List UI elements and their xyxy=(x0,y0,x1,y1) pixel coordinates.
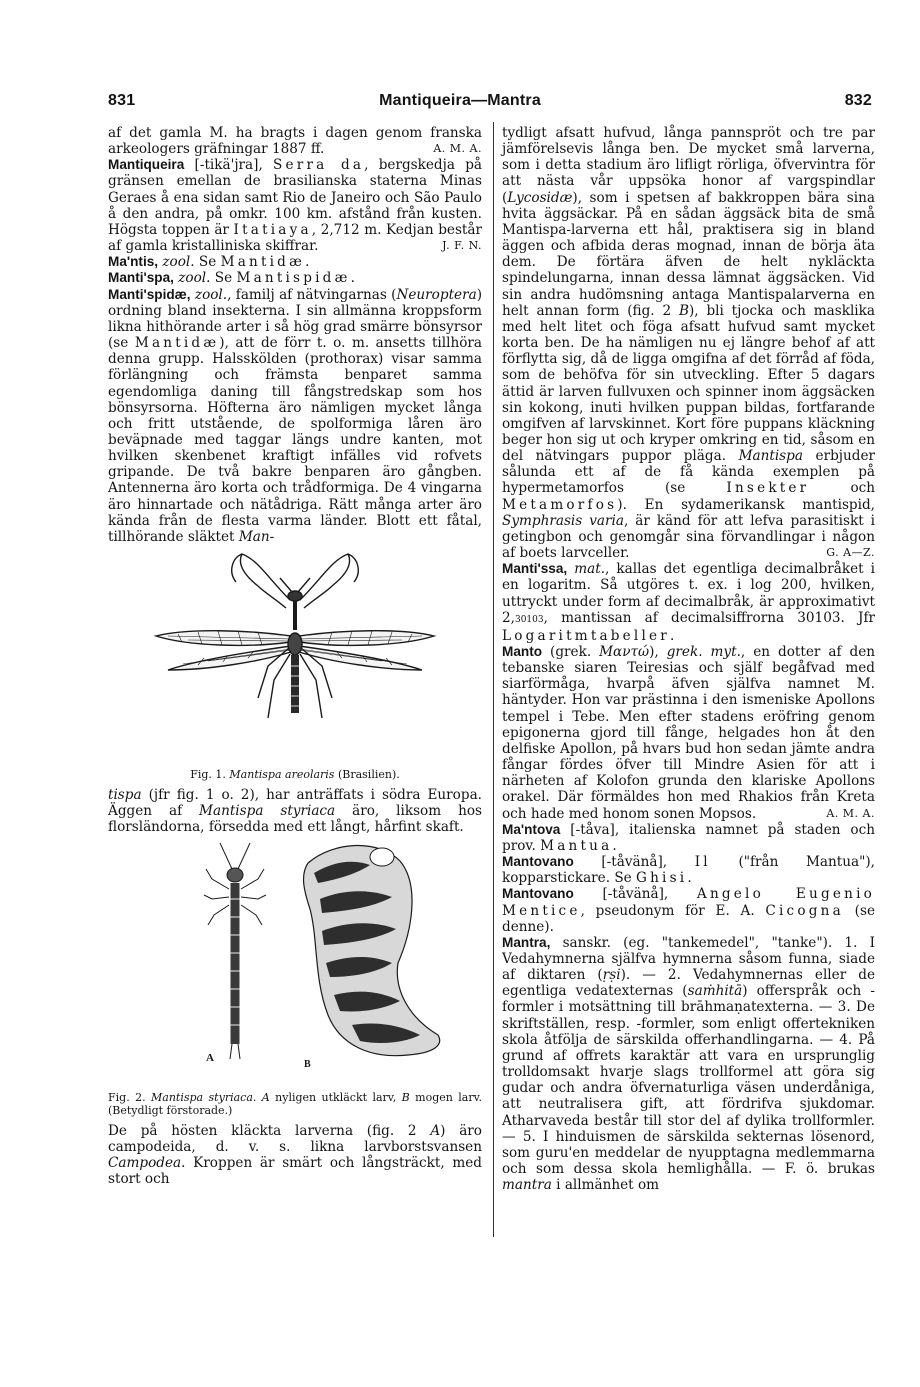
headword: Manto xyxy=(502,644,543,659)
headword: Mantiqueira xyxy=(108,157,185,173)
signature: A. M. A. xyxy=(826,806,875,820)
column-rule xyxy=(493,122,494,1237)
entry-mantispidae: Manti'spidæ, zool., familj af nätvingarnas (Neuroptera) ordning bland insekterna. I sin allmänna kroppsform likna hithörande arter i så hög grad smärre bönsyrsor (se Mantidæ), att de förr t. o. m. ansetts tillhöra denna grupp. Halsskölden (prothorax) visar samma förlängning och främsta benparet samma egendomliga daning till fångstredskap som hos bönsyrsorna. Höfterna äro nämligen mycket långa och fritt utstående, de spolformiga låren äro beväpnade med taggar längs undre kanten, mot hvilken skenbenet kraftigt infälles vid rofvets gripande. De två bakre benparen äro gångben. Antennerna äro korta och trådformiga. De 4 vingarna äro hinnartade och nätådriga. Rätt många arter äro kända från de flesta varma länder. Blott ett fåtal, tillhörande släktet Man- xyxy=(108,286,482,545)
headword: Manti'spa, xyxy=(108,270,174,286)
left-column xyxy=(108,125,482,1187)
figure-2-label-b: B xyxy=(304,1058,311,1070)
entry-mantiqueira: Mantiqueira [-tikä'jra], Serra da, bergskedja på gränsen emellan de brasilianska staterna Minas Geraes å ena sidan samt Rio de Janeiro och São Paulo å den andra, på omkr. 100 km. afstånd från kusten. Högsta toppen är Itatiaya, 2,712 m. Kedjan består af gamla kristalliniska skiffrar. J. F. N. xyxy=(108,157,483,255)
page-number-right: 832 xyxy=(844,92,872,109)
entry-mantissa: Manti'ssa, mat., kallas det egentliga decimalbråket i en logaritm. Så utgöres t. ex. i log 200, hvilken, uttryckt under form af decimalbråk, är approximativt 2,30103, mantissan af decimalsiffrorna 30103. Jfr Logaritmtabeller. xyxy=(502,561,875,644)
headword: Manti'spidæ, xyxy=(108,286,191,302)
entry-manto: Manto (grek. Μαντώ), grek. myt., en dotter af den tebanske siaren Teiresias och själf begåfvad med siarförmåga, hvarpå äfven själfva namnet M. häntyder. Hon var prästinna i den ismeniske Apollons tempel i Tebe. Men efter stadens eröfring genom epigonerna gjord till fånge, helgades hon åt den delfiske Apollon, på hvars bud hon sedan jämte andra fångar fördes öfver till Mindre Asien för att i närheten af Kolofon grunda den klariske Apollons orakel. Där förmäldes hon med Rhakios från Kreta och hade med honom sonen Mopsos. A. M. A. xyxy=(502,644,875,822)
entry-mantra: Mantra, sanskr. (eg. "tankemedel", "tanke"). 1. I Vedahymnerna själfva hymnerna såsom funna, siade af diktaren (ṛṣi). — 2. Vedahymnernas eller de egentliga vedatexternas (saṁhitā) offerspråk och -formler i motsättning till brāhmaṇatexterna. — 3. De skriftställen, resp. -formler, som enligt offertekniken skola åtfölja de särskilda offerhandlingarna. — 4. På grund af offrets karaktär att vara en ursprunglig trolldomsakt hvarje slags trollformel att göra sig gudar och andra öfvernaturliga väsen underdåniga, att neutralisera gift, att fördrifva sjukdomar. Atharvaveda består till stor del af dylika trollformler. — 5. I hinduismen de särskilda sekternas lösenord, som guru'en meddelar de nyupptagna medlemmarna och som dessa skola hemlighålla. — F. ö. brukas mantra i allmänhet om xyxy=(502,934,876,1194)
headword: Manti'ssa, xyxy=(502,561,568,577)
paragraph-larvae: De på hösten kläckta larverna (fig. 2 A) äro campodeida, d. v. s. likna larvborstsvansen Campodea. Kroppen är smärt och långsträckt, med stort och xyxy=(108,1122,482,1187)
right-column xyxy=(502,125,875,1193)
figure-2-label-a: A xyxy=(206,1051,214,1064)
entry-mantis: Ma'ntis, zool. Se Mantidæ. xyxy=(108,254,310,271)
figure-mantispa-areolaris xyxy=(108,548,482,766)
entry-mantispidae-continued: tispa (jfr fig. 1 o. 2), har anträffats i södra Europa. Äggen af Mantispa styriaca äro, liksom hos florsländorna, försedda med ett långt, hårfint skaft. xyxy=(108,787,482,836)
headword: Ma'ntova xyxy=(502,821,561,837)
signature: G. A—Z. xyxy=(826,546,875,560)
entry-continuation: af det gamla M. ha bragts i dagen genom franska arkeologers gräfningar 1887 ff. A. M. A. xyxy=(108,125,482,158)
entry-mantovano-angelo: Mantovano [-tåvänå], Angelo Eugenio Mentice, pseudonym för E. A. Cicogna (se denne). xyxy=(502,886,876,935)
headword: Mantovano xyxy=(502,854,574,870)
signature: J. F. N. xyxy=(442,239,482,253)
headword: Mantovano xyxy=(502,886,574,902)
entry-mantispidae-end: tydligt afsatt hufvud, långa pannspröt och tre par jämförelsevis långa ben. De mycket små larverna, som i detta stadium äro lifligt rörliga, öfvervintra för att nästa vår uppsöka honor af vargspindlar (Lycosidæ), som i spetsen af bakkroppen bära sina hvita äggsäckar. På en sådan äggsäck bita de små Mantispa-larverna ett hål, praktisera sig in bland äggen och afbida deras mognad, innan de börja äta dem. De förtära äfven de helt nykläckta spindelungarna, innan dessa lämnat äggsäcken. Vid sin andra hudömsning antaga Mantispalarverna en helt annan form (fig. 2 B), bli tjocka och masklika med helt litet och föga afsatt hufvud samt mycket korta ben. De ha nämligen nu ej längre behof af att förflytta sig, då de ligga omgifna af det förråd af föda, som de behöfva för sin utveckling. Efter 5 dagars ättid är larven fullvuxen och spinner inom äggsäcken sin kokong, inuti hvilken puppan bildas, fortfarande omgifven af larvskinnet. Kort före puppans kläckning beger hon sig ut och kryper omkring en tid, såsom en del nätvingars puppor pläga. Mantispa erbjuder sålunda ett af de få kända exemplen på hypermetamorfos (se Insekter och Metamorfos). En sydamerikansk mantispid, Symphrasis varia, är känd för att lefva parasitiskt i getingbon och genomgår sina förvandlingar i någon af boets larvceller. G. A—Z. xyxy=(502,125,875,562)
figure-mantispa-styriaca-larvae xyxy=(108,839,482,1089)
headword: Ma'ntis, xyxy=(108,254,159,270)
running-head: Mantiqueira—Mantra xyxy=(379,92,541,109)
entry-mantovano-il: Mantovano [-tåvänå], Il ("från Mantua"), kopparstickare. Se Ghisi. xyxy=(502,854,875,887)
entry-mantova: Ma'ntova [-tåva], italienska namnet på staden och prov. Mantua. xyxy=(502,821,875,854)
entry-mantispa: Manti'spa, zool. Se Mantispidæ. xyxy=(108,270,355,287)
signature: A. M. A. xyxy=(433,142,482,156)
headword: Mantra, xyxy=(502,934,551,950)
page-number-left: 831 xyxy=(108,92,136,109)
figure-1-caption: Fig. 1. Mantispa areolaris (Brasilien). xyxy=(190,768,400,782)
figure-2-caption: Fig. 2. Mantispa styriaca. A nyligen utkläckt larv, B mogen larv. (Betydligt förstorade.) xyxy=(108,1090,482,1117)
